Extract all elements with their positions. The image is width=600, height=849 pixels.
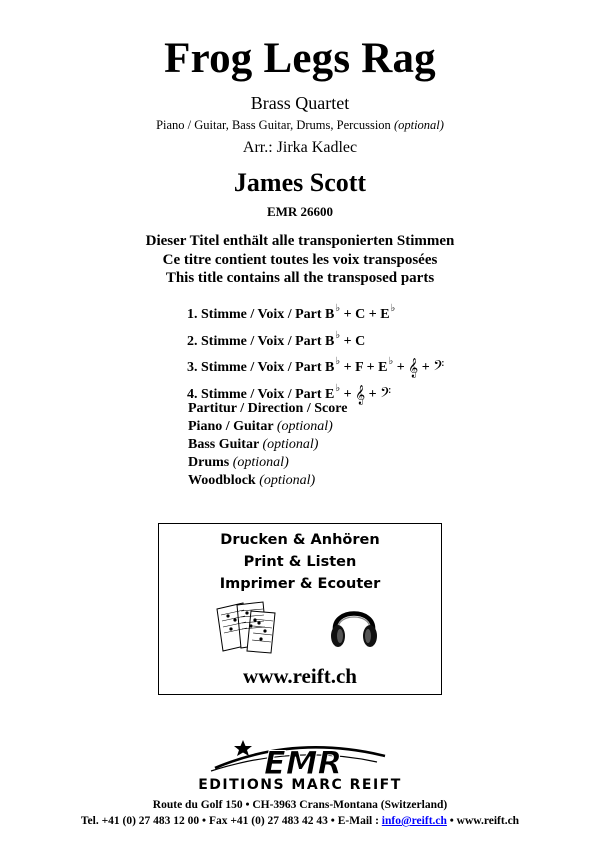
flat-sign: ♭ (335, 329, 341, 341)
bass-clef-icon: 𝄢 (380, 384, 392, 405)
publisher-name: EDITIONS MARC REIFT (198, 777, 402, 793)
flat-sign: ♭ (388, 356, 394, 367)
flat-sign: ♭ (335, 356, 341, 367)
instrumentation-text: Piano / Guitar, Bass Guitar, Drums, Percussion (156, 118, 391, 132)
promo-line-fr: Imprimer & Ecouter (219, 576, 381, 592)
extra-woodblock: Woodblock (optional) (188, 473, 316, 488)
extra-score: Partitur / Direction / Score (188, 401, 348, 416)
publisher-contact: Tel. +41 (0) 27 483 12 00 • Fax +41 (0) 27 483 42 43 • E-Mail : info@reift.ch • www.reift.ch (80, 815, 520, 827)
extra-piano-guitar: Piano / Guitar (optional) (188, 419, 333, 434)
emr-logo-text: EMR (263, 744, 343, 778)
instrumentation-line (0, 118, 600, 133)
promo-line-en: Print & Listen (243, 554, 357, 570)
email-link[interactable]: info@reift.ch (381, 815, 447, 827)
part-line-4: 4. Stimme / Voix / Part E♭ + 𝄞 + 𝄢 (187, 382, 392, 405)
flat-sign: ♭ (390, 303, 396, 314)
website-url[interactable]: www.reift.ch (243, 664, 357, 688)
headphones-icon (329, 596, 379, 652)
composer-name: James Scott (233, 168, 367, 197)
bass-clef-icon: 𝄢 (433, 358, 445, 378)
transposed-notice-fr: Ce titre contient toutes les voix transposées (162, 251, 438, 268)
publisher-address: Route du Golf 150 • CH-3963 Crans-Montana (Switzerland) (152, 799, 448, 811)
flat-sign: ♭ (335, 303, 341, 314)
catalog-number: EMR 26600 (266, 204, 334, 219)
flat-sign: ♭ (335, 382, 341, 394)
parts-list (187, 299, 444, 405)
transposed-notice-de: Dieser Titel enthält alle transponierten Stimmen (145, 233, 455, 249)
treble-clef-icon: 𝄞 (408, 358, 419, 378)
extra-drums: Drums (optional) (188, 455, 289, 470)
ensemble-subtitle: Brass Quartet (250, 93, 350, 113)
promo-line-de: Drucken & Anhören (220, 532, 380, 548)
extra-bass-guitar: Bass Guitar (optional) (188, 437, 319, 452)
arranger-credit: Arr.: Jirka Kadlec (242, 139, 358, 156)
sheet-music-icon (213, 599, 279, 655)
transposed-notice (0, 232, 600, 288)
part-line-3: 3. Stimme / Voix / Part B♭ + F + E♭ + 𝄞 + 𝄢 (187, 356, 445, 378)
part-line-1: 1. Stimme / Voix / Part B♭ + C + E♭ (187, 303, 396, 322)
part-line-2: 2. Stimme / Voix / Part B♭ + C (187, 329, 366, 349)
treble-clef-icon: 𝄞 (355, 384, 366, 405)
score-title: Frog Legs Rag (164, 35, 436, 82)
print-listen-box (158, 523, 442, 695)
emr-logo (205, 738, 395, 778)
extra-parts-list (188, 400, 347, 490)
instrumentation-note: (optional) (393, 118, 444, 132)
transposed-notice-en: This title contains all the transposed parts (165, 270, 435, 286)
